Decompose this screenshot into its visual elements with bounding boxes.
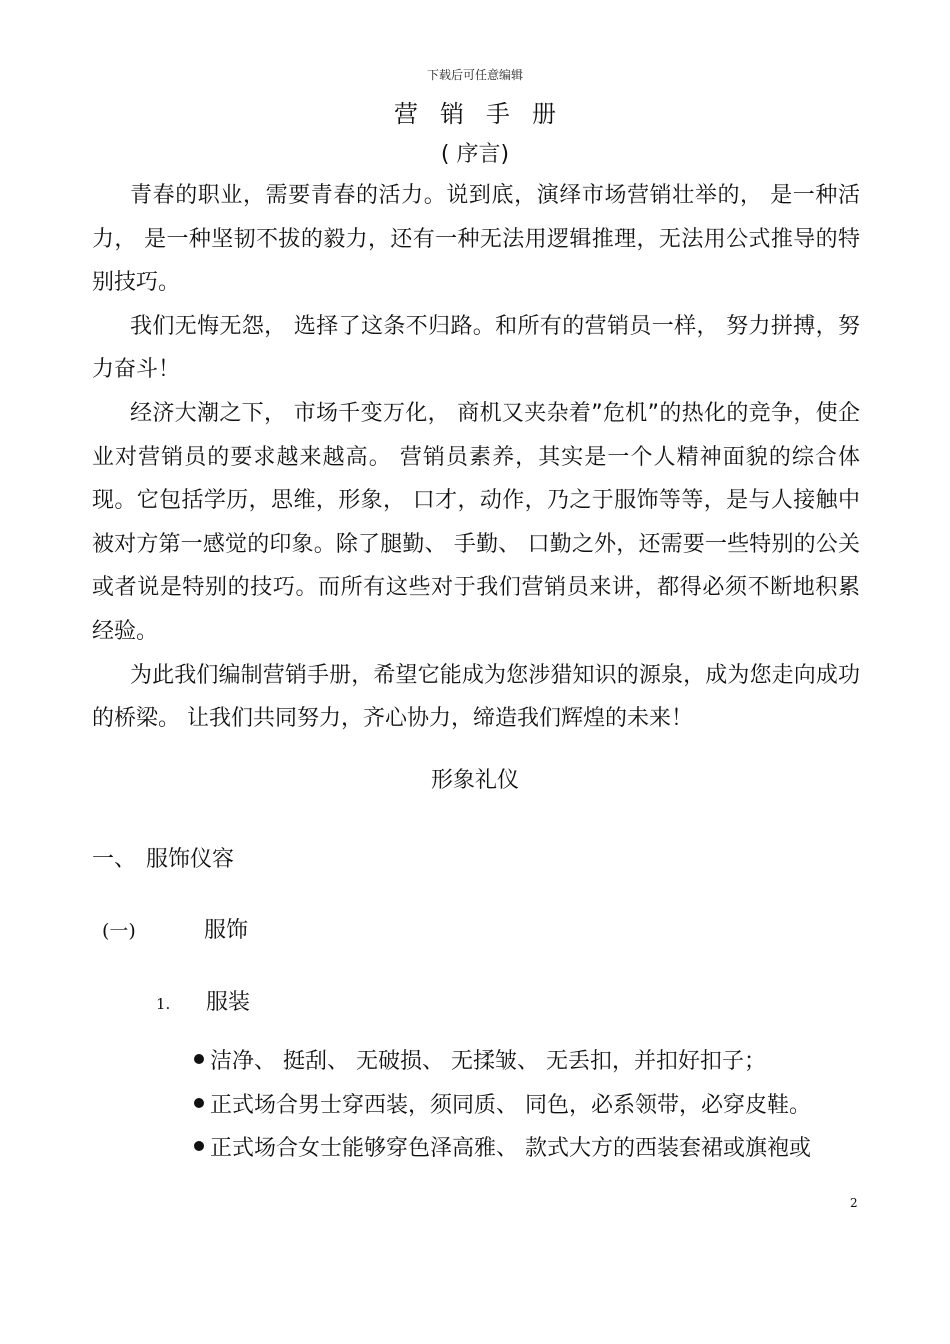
heading-text: 服饰 (204, 918, 249, 943)
list-item-text: 洁净、 挺刮、 无破损、 无揉皱、 无丢扣，并扣好扣子； (210, 1049, 766, 1074)
list-item (194, 1127, 874, 1171)
preface-paragraph: 为此我们编制营销手册，希望它能成为您涉猎知识的源泉，成为您走向成功的桥梁。 让我们共同努力，齐心协力，缔造我们辉煌的未来！ (92, 662, 860, 732)
preface-paragraph: 经济大潮之下， 市场千变万化， 商机又夹杂着”危机”的热化的竞争，使企业对营销员的要求越来越高。 营销员素养，其实是一个人精神面貌的综合体现。它包括学历，思维，形象， 口才，动作，乃之于服饰等等，是与人接触中被对方第一感觉的印象。除了腿勤、 手勤、 口勤之外，还需要一些特别的公关或者说是特别的技巧。而所有这些对于我们营销员来讲，都得必须不断地积累经验。 (92, 400, 860, 644)
heading-text: 服装 (206, 990, 251, 1015)
bullet-dot-icon (194, 1098, 204, 1108)
list-item-text: 正式场合男士穿西装，须同质、 同色，必系领带，必穿皮鞋。 (210, 1092, 811, 1118)
list-item-text: 正式场合女士能够穿色泽高雅、 款式大方的西装套裙或旗袍或 (210, 1136, 811, 1161)
header-note: 下载后可任意编辑 (426, 68, 523, 82)
heading-number: 1. (156, 995, 171, 1013)
document-title: 营销手册 (394, 100, 578, 128)
section-title: 形象礼仪 (430, 768, 519, 793)
heading-text: 服饰仪容 (146, 847, 235, 872)
document-subtitle: ( 序言) (440, 142, 510, 167)
preface-body (92, 174, 860, 741)
page-number: 2 (850, 1196, 858, 1210)
heading-number: (一) (102, 920, 136, 942)
preface-paragraph: 青春的职业，需要青春的活力。说到底，演绎市场营销壮举的， 是一种活力， 是一种坚韧不拔的毅力，还有一种无法用逻辑推理，无法用公式推导的特别技巧。 (92, 183, 860, 296)
preface-paragraph: 我们无悔无怨， 选择了这条不归路。和所有的营销员一样， 努力拼搏，努力奋斗！ (92, 313, 860, 383)
heading-level-1 (92, 842, 234, 873)
bullet-dot-icon (194, 1054, 204, 1064)
bullet-dot-icon (194, 1141, 204, 1151)
list-item (194, 1040, 874, 1084)
list-item (194, 1084, 874, 1128)
heading-level-2 (102, 913, 248, 944)
bullet-list (194, 1040, 874, 1171)
heading-level-3 (156, 985, 250, 1016)
heading-number: 一、 (92, 847, 137, 872)
